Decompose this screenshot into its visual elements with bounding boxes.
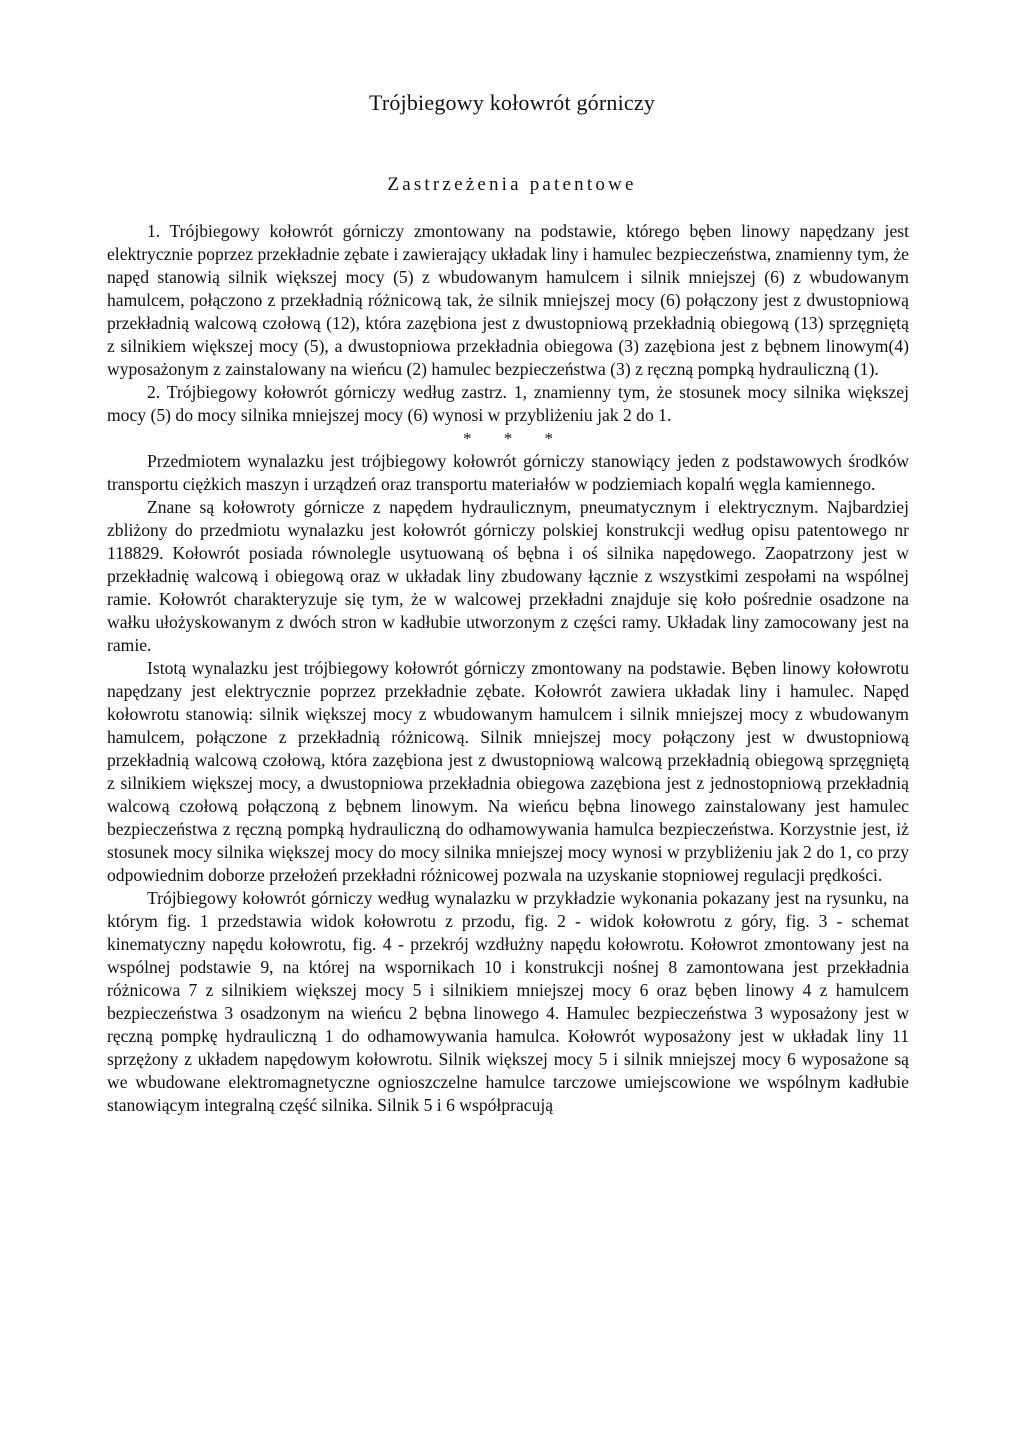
section-separator: * * * [463, 429, 567, 448]
description-paragraph: Znane są kołowroty górnicze z napędem hydraulicznym, pneumatycznym i elektrycznym. Najbardziej zbliżony do przedmiotu wynalazku jest kołowrót górniczy polskiej konstrukcji według opisu patentowego nr 118829. Kołowrót posiada równolegle usytuowaną oś bębna i oś silnika napędowego. Zaopatrzony jest w przekładnię walcową i obiegową oraz w układak liny zbudowany łącznie z wszystkimi zespołami na wspólnej ramie. Kołowrót charakteryzuje się tym, że w walcowej przekładni znajduje się koło pośrednie osadzone na wałku ułożyskowanym z dwóch stron w kadłubie utworzonym z części ramy. Układak liny zamocowany jest na ramie. [107, 497, 909, 655]
description-paragraph: Trójbiegowy kołowrót górniczy według wynalazku w przykładzie wykonania pokazany jest na rysunku, na którym fig. 1 przedstawia widok kołowrotu z przodu, fig. 2 - widok kołowrotu z góry, fig. 3 - schemat kinematyczny napędu kołowrotu, fig. 4 - przekrój wzdłużny napędu kołowrotu. Kołowrot zmontowany jest na wspólnej podstawie 9, na której na wspornikach 10 i konstrukcji nośnej 8 zamontowana jest przekładnia różnicowa 7 z silnikiem większej mocy 5 i silnikiem mniejszej mocy 6 oraz bęben linowy 4 z hamulcem bezpieczeństwa 3 osadzonym na wieńcu 2 bębna linowego 4. Hamulec bezpieczeństwa 3 wyposażony jest w ręczną pompkę hydrauliczną 1 do odhamowywania hamulca. Kołowrót wyposażony jest w układak liny 11 sprzężony z układem napędowym kołowrotu. Silnik większej mocy 5 i silnik mniejszej mocy 6 wyposażone są we wbudowane elektromagnetyczne ognioszczelne hamulce tarczowe umiejscowione we wspólnym kadłubie stanowiącym integralną część silnika. Silnik 5 i 6 współpracują [107, 888, 909, 1115]
claim-2: 2. Trójbiegowy kołowrót górniczy według zastrz. 1, znamienny tym, że stosunek mocy silnika większej mocy (5) do mocy silnika mniejszej mocy (6) wynosi w przybliżeniu jak 2 do 1. [107, 382, 909, 425]
document-title: Trójbiegowy kołowrót górniczy [368, 90, 656, 115]
document-body [107, 220, 909, 1117]
description-paragraph: Przedmiotem wynalazku jest trójbiegowy kołowrót górniczy stanowiący jeden z podstawowych środków transportu ciężkich maszyn i urządzeń oraz transportu materiałów w podziemiach kopalń węgla kamiennego. [107, 451, 909, 494]
claims-heading: Zastrzeżenia patentowe [387, 174, 637, 195]
claim-1: 1. Trójbiegowy kołowrót górniczy zmontowany na podstawie, którego bęben linowy napędzany jest elektrycznie poprzez przekładnie zębate i zawierający układak liny i hamulec bezpieczeństwa, znamienny tym, że napęd stanowią silnik większej mocy (5) z wbudowanym hamulcem i silnik mniejszej (6) z wbudowanym hamulcem, połączono z przekładnią różnicową tak, że silnik mniejszej mocy (6) połączony jest z dwustopniową przekładnią walcową czołową (12), która zazębiona jest z dwustopniową przekładnią obiegową (13) sprzęgniętą z silnikiem większej mocy (5), a dwustopniowa przekładnia obiegowa (3) zazębiona jest z bębnem linowym(4) wyposażonym z zainstalowany na wieńcu (2) hamulec bezpieczeństwa (3) z ręczną pompką hydrauliczną (1). [107, 221, 909, 379]
description-paragraph: Istotą wynalazku jest trójbiegowy kołowrót górniczy zmontowany na podstawie. Bęben linowy kołowrotu napędzany jest elektrycznie poprzez przekładnie zębate. Kołowrót zawiera układak liny i hamulec. Napęd kołowrotu stanowią: silnik większej mocy z wbudowanym hamulcem i silnik mniejszej mocy z wbudowanym hamulcem, połączone z przekładnią różnicową. Silnik mniejszej mocy połączony jest w dwustopniową przekładnią walcową czołową, która zazębiona jest z dwustopniową walcową przekładnią obiegową sprzęgniętą z silnikiem większej mocy, a dwustopniowa przekładnia obiegowa zazębiona jest z jednostopniową przekładnią walcową czołową połączoną z bębnem linowym. Na wieńcu bębna linowego zainstalowany jest hamulec bezpieczeństwa z ręczną pompką hydrauliczną do odhamowywania hamulca bezpieczeństwa. Korzystnie jest, iż stosunek mocy silnika większej mocy do mocy silnika mniejszej mocy wynosi w przybliżeniu jak 2 do 1, co przy odpowiednim doborze przełożeń przekładni różnicowej pozwala na uzyskanie stopniowej regulacji prędkości. [107, 658, 909, 885]
